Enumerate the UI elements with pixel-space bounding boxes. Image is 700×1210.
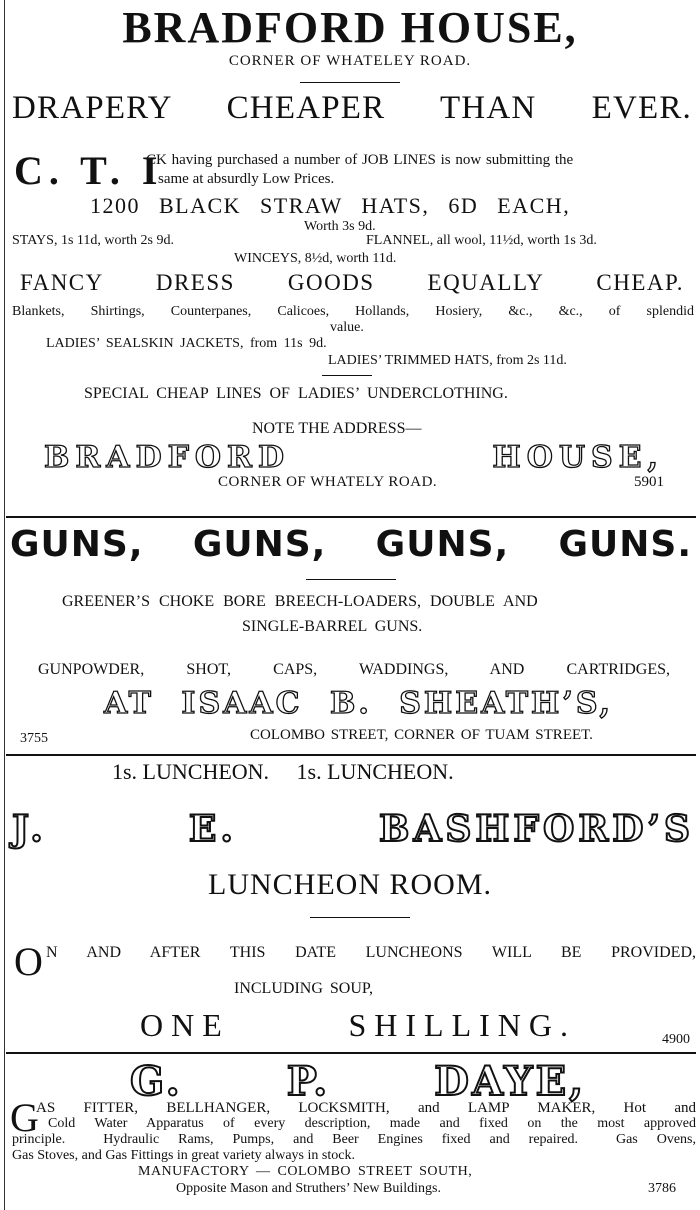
bradford-hats: 1200 BLACK STRAW HATS, 6D EACH, (90, 193, 571, 218)
bradford-trimmed: LADIES’ TRIMMED HATS, from 2s 11d. (328, 353, 567, 368)
bradford-flannel: FLANNEL, all wool, 11½d, worth 1s 3d. (366, 233, 597, 248)
page-left-edge (4, 0, 5, 1210)
guns-headline: GUNS, GUNS, GUNS, GUNS. (10, 524, 692, 565)
bradford-winceys: WINCEYS, 8½d, worth 11d. (234, 251, 397, 266)
bradford-note: NOTE THE ADDRESS— (252, 420, 422, 437)
daye-ref-number: 3786 (648, 1181, 676, 1196)
divider (306, 579, 396, 580)
bradford-sealskin: LADIES’ SEALSKIN JACKETS, from 11s 9d. (46, 336, 327, 351)
bradford-footer-corner: CORNER OF WHATELY ROAD. (218, 474, 438, 490)
daye-line-4: Gas Stoves, and Gas Fittings in great variety always in stock. (12, 1148, 355, 1163)
bradford-stays: STAYS, 1s 11d, worth 2s 9d. (12, 233, 174, 248)
luncheon-price: ONE SHILLING. (140, 1007, 576, 1043)
luncheon-line-1: N AND AFTER THIS DATE LUNCHEONS WILL BE PROVIDED, (46, 944, 696, 961)
section-divider (6, 516, 696, 518)
divider (322, 375, 372, 376)
daye-name: G. P. DAYE, (130, 1058, 586, 1105)
bradford-intro-line-2: same at absurdly Low Prices. (158, 171, 335, 187)
daye-line-2: Cold Water Apparatus of every description, made and fixed on the most approved (48, 1116, 696, 1131)
daye-manufactory: MANUFACTORY — COLOMBO STREET SOUTH, (138, 1164, 473, 1179)
guns-line-2: SINGLE-BARREL GUNS. (242, 618, 423, 635)
guns-at-name: AT ISAAC B. SHEATH’S, (104, 686, 613, 721)
daye-opposite: Opposite Mason and Struthers’ New Buildings. (176, 1181, 441, 1196)
bradford-footer-name: BRADFORD HOUSE, (44, 440, 664, 475)
guns-line-3: GUNPOWDER, SHOT, CAPS, WADDINGS, AND CARTRIDGES, (38, 661, 670, 678)
luncheon-ref-number: 4900 (662, 1032, 690, 1047)
bradford-hats-worth: Worth 3s 9d. (304, 219, 376, 234)
section-divider (6, 754, 696, 756)
divider (310, 917, 410, 918)
daye-dropcap: G (10, 1095, 39, 1140)
guns-address: COLOMBO STREET, CORNER OF TUAM STREET. (250, 727, 593, 743)
bradford-subtitle: CORNER OF WHATELEY ROAD. (228, 53, 472, 69)
luncheon-room-title: LUNCHEON ROOM. (208, 868, 492, 901)
luncheon-line-2: INCLUDING SOUP, (234, 980, 374, 997)
section-divider (6, 1052, 696, 1054)
bradford-blankets-value: value. (330, 320, 364, 335)
luncheon-top: 1s. LUNCHEON. 1s. LUNCHEON. (112, 759, 454, 784)
bradford-blankets: Blankets, Shirtings, Counterpanes, Calicoes, Hollands, Hosiery, &c., &c., of splendid (12, 304, 694, 319)
daye-line-1: AS FITTER, BELLHANGER, LOCKSMITH, and LAMP MAKER, Hot and (36, 1100, 696, 1116)
bradford-special: SPECIAL CHEAP LINES OF LADIES’ UNDERCLOTHING. (84, 385, 508, 402)
daye-line-3: principle. Hydraulic Rams, Pumps, and Beer Engines fixed and repaired. Gas Ovens, (12, 1132, 696, 1147)
bradford-intro-line-1: CK having purchased a number of JOB LINES is now submitting the (146, 152, 574, 168)
bradford-title: BRADFORD HOUSE, (122, 3, 578, 52)
guns-line-1: GREENER’S CHOKE BORE BREECH-LOADERS, DOUBLE AND (62, 593, 538, 610)
bradford-dropcap: C. T. I (14, 148, 164, 193)
bradford-fancy: FANCY DRESS GOODS EQUALLY CHEAP. (20, 270, 684, 295)
luncheon-dropcap: O (14, 939, 43, 984)
luncheon-bashford-name: J. E. BASHFORD’S (12, 808, 694, 850)
bradford-headline: DRAPERY CHEAPER THAN EVER. (12, 90, 692, 126)
bradford-ref-number: 5901 (634, 474, 664, 490)
guns-ref-number: 3755 (20, 731, 48, 746)
divider (300, 82, 400, 83)
